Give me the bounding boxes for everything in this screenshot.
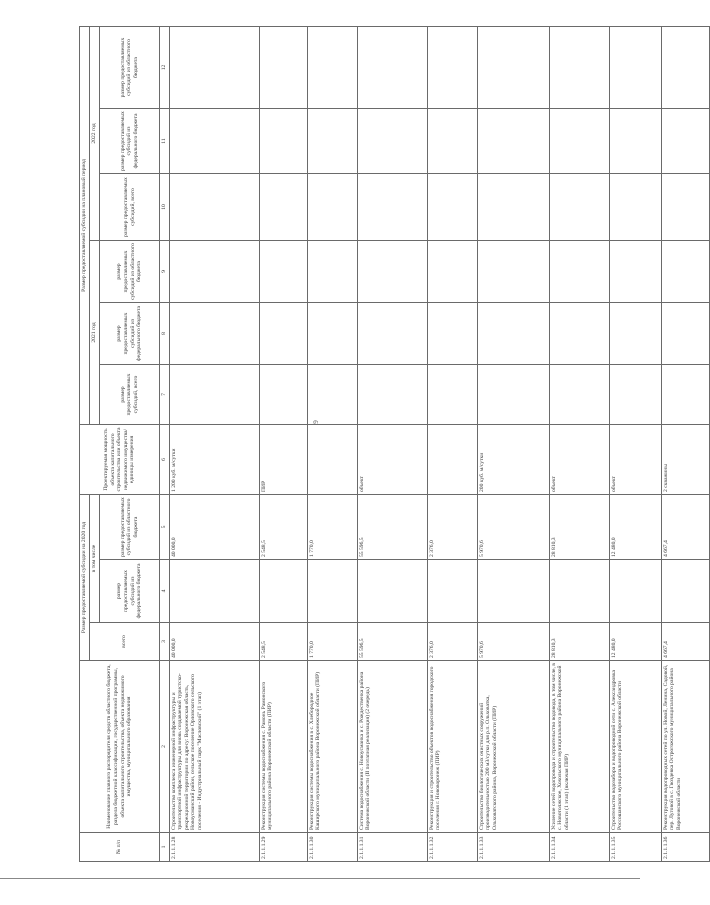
row-total: 12 480,0 xyxy=(609,623,661,661)
row-fed xyxy=(427,560,477,623)
table-row xyxy=(661,27,709,862)
row-capacity: 200 куб. м/сутки xyxy=(477,425,549,495)
col-number: 8 xyxy=(160,303,170,365)
row-reg: 12 480,0 xyxy=(609,495,661,560)
row-capacity xyxy=(427,425,477,495)
row-total: 1 770,0 xyxy=(307,623,357,661)
col-number: 6 xyxy=(160,425,170,495)
row-reg: 55 596,5 xyxy=(357,495,427,560)
row-reg: 40 000,0 xyxy=(169,495,259,560)
row-num: 2.1.1.1.28 xyxy=(169,833,259,862)
col-number: 2 xyxy=(160,661,170,833)
row-name: Строительство биологических очистных сооружений производительностью 200 м3/сутки для р.п. Ольховатка, Ольховатского района, Воронежской области (ПИР) xyxy=(477,661,549,833)
row-name: Система водоснабжения с. Новоусманка и с. Рождественка района Воронежской области (II поэтапная реализация) (2 очередь) xyxy=(357,661,427,833)
header-2021: 2021 год xyxy=(90,241,100,425)
subsidy-table xyxy=(79,26,710,862)
row-reg: 4 667,4 xyxy=(661,495,709,560)
row-num: 2.1.1.1.34 xyxy=(549,833,609,862)
row-num: 2.1.1.1.30 xyxy=(307,833,357,862)
col-number: 7 xyxy=(160,365,170,425)
row-name: Строительство комплекса инженерной инфраструктуры и транспортной инфраструктуры для вновь создаваемой туристско-рекреационной территории по адресу: Воронежская область, Новоусманский район, сельское поселение Орловского сельского поселения - Индустриальный парк "Масловский" (1 этап) xyxy=(169,661,259,833)
row-num: 2.1.1.1.35 xyxy=(609,833,661,862)
row-fed xyxy=(307,560,357,623)
header-fed: размер предоставляемых субсидий из федерального бюджета xyxy=(100,560,160,623)
header-reg: размер предоставляемых субсидий из областного бюджета xyxy=(100,495,160,560)
row-capacity: объект xyxy=(549,425,609,495)
header-planned: Размер предоставляемой субсидии на плановый период xyxy=(80,27,90,425)
col-number: 3 xyxy=(160,623,170,661)
row-total: 55 596,5 xyxy=(357,623,427,661)
header-in-that-number: в том числе xyxy=(90,495,100,623)
row-capacity: объект xyxy=(357,425,427,495)
rotated-table-wrapper xyxy=(79,27,682,862)
row-name: Реконструкция системы водоснабжения в с. Хлебородное Каширского муниципального района Воронежской области (ПИР) xyxy=(307,661,357,833)
page-number: 6 xyxy=(310,420,319,424)
row-total: 2 548,5 xyxy=(259,623,307,661)
table-row xyxy=(169,27,259,862)
column-number-row xyxy=(160,27,170,862)
row-capacity: 2 скважины xyxy=(661,425,709,495)
row-fed xyxy=(259,560,307,623)
row-name: Усиление сетей водопровода и строительство водовода, в том числе, в с. Новотолжское, Хохольского муниципального района Воронежской области (1 этап) (включая ПИР) xyxy=(549,661,609,833)
row-total: 40 000,0 xyxy=(169,623,259,661)
row-reg: 5 970,6 xyxy=(477,495,549,560)
row-fed xyxy=(169,560,259,623)
row-fed xyxy=(609,560,661,623)
row-reg: 2 376,0 xyxy=(427,495,477,560)
header-2022: 2022 год xyxy=(90,27,100,241)
row-capacity: 1 200 куб. м/сутки xyxy=(169,425,259,495)
table-row xyxy=(477,27,549,862)
table-row xyxy=(549,27,609,862)
row-num: 2.1.1.1.29 xyxy=(259,833,307,862)
row-name: Строительство водозабора и водопроводной сети с. Александровка Россошанского муниципального района Воронежской области xyxy=(609,661,661,833)
row-name: Реконструкция системы водоснабжения с. Рамонь Рамонского муниципального района Воронежской области (ПИР) xyxy=(259,661,307,833)
header-2020: Размер предоставляемой субсидии на 2020 год xyxy=(80,495,90,661)
row-num: 2.1.1.1.32 xyxy=(427,833,477,862)
header-num: № п/п xyxy=(80,833,160,862)
row-total: 2 376,0 xyxy=(427,623,477,661)
header-2022-total: размер предоставляемых субсидий, всего xyxy=(100,174,160,241)
row-reg: 28 810,3 xyxy=(549,495,609,560)
header-2022-reg: размер предоставляемых субсидий из областного бюджета xyxy=(100,27,160,109)
row-reg: 1 770,0 xyxy=(307,495,357,560)
col-number: 12 xyxy=(160,27,170,109)
row-total: 28 810,3 xyxy=(549,623,609,661)
row-fed xyxy=(661,560,709,623)
header-2021-total: размер предоставляемых субсидий, всего xyxy=(100,365,160,425)
table-row xyxy=(427,27,477,862)
row-reg: 2 548,5 xyxy=(259,495,307,560)
row-name: Реконструкция и строительство объектов водоснабжения городского поселения г. Нововоронеж (ПИР) xyxy=(427,661,477,833)
bottom-rule xyxy=(0,878,640,879)
header-2021-fed: размер предоставляемых субсидий из федерального бюджета xyxy=(100,303,160,365)
row-num: 2.1.1.1.33 xyxy=(477,833,549,862)
header-2021-reg: размер предоставляемых субсидий из областного бюджета xyxy=(100,241,160,303)
table-row xyxy=(609,27,661,862)
col-number: 11 xyxy=(160,109,170,174)
table-row xyxy=(357,27,427,862)
table-row xyxy=(259,27,307,862)
header-total: всего xyxy=(90,623,160,661)
row-num: 2.1.1.1.31 xyxy=(357,833,427,862)
header-capacity: Проектируемая мощность объекта капитального строительства или объекта недвижимого имущества/ единицы измерения xyxy=(80,425,160,495)
row-total: 4 667,4 xyxy=(661,623,709,661)
col-number: 1 xyxy=(160,833,170,862)
row-fed xyxy=(477,560,549,623)
col-number: 4 xyxy=(160,560,170,623)
row-capacity: объект xyxy=(609,425,661,495)
row-name: Реконструкция водопроводных сетей по ул. Новой, Ленина, Садовой, пер. Луговой в с. Гвоздевка Острогожского муниципального района Воронежской области xyxy=(661,661,709,833)
row-fed xyxy=(357,560,427,623)
row-num: 2.1.1.1.36 xyxy=(661,833,709,862)
row-capacity: ПИР xyxy=(259,425,307,495)
header-name: Наименование главного распорядителя средств областного бюджета, раздела бюджетной классификации, государственной программы, объекта капитального строительства, объекта недвижимого имущества, муниципального образования xyxy=(80,661,160,833)
header-2022-fed: размер предоставляемых субсидий из федерального бюджета xyxy=(100,109,160,174)
col-number: 5 xyxy=(160,495,170,560)
row-fed xyxy=(549,560,609,623)
row-total: 5 970,6 xyxy=(477,623,549,661)
col-number: 10 xyxy=(160,174,170,241)
row-capacity xyxy=(307,425,357,495)
col-number: 9 xyxy=(160,241,170,303)
table-row xyxy=(307,27,357,862)
